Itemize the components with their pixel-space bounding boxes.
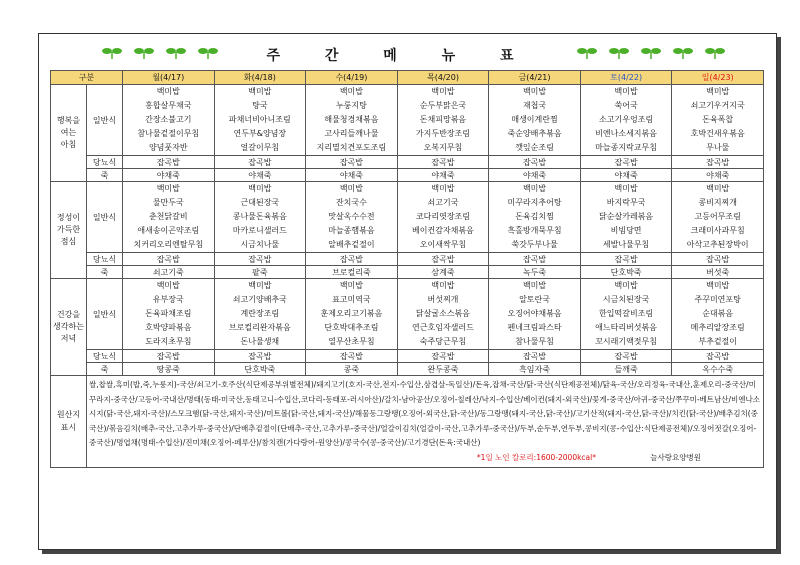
day-menu-cell bbox=[123, 279, 215, 350]
day-header: 금(4/21) bbox=[489, 71, 581, 85]
menu-item: 백미밥 bbox=[706, 281, 730, 290]
menu-item: 콩비지찌개 bbox=[698, 198, 737, 207]
menu-item: 꼬시래기액젓무침 bbox=[595, 337, 657, 346]
menu-item: 재첩국 bbox=[522, 101, 547, 110]
porridge-diet-label: 죽 bbox=[87, 266, 123, 279]
day-menu-cell bbox=[123, 85, 215, 156]
menu-item: 돈나물생채 bbox=[240, 337, 280, 346]
menu-item: 고사리들깨나물 bbox=[324, 129, 379, 138]
diabetic-menu-item: 잡곡밥 bbox=[306, 156, 398, 169]
menu-item: 연근호임자샐러드 bbox=[412, 323, 474, 332]
meal-porridge-row bbox=[51, 363, 764, 376]
menu-item: 양념풋자반 bbox=[148, 143, 188, 152]
menu-item: 죽순양배추볶음 bbox=[507, 129, 562, 138]
menu-item: 백미밥 bbox=[156, 184, 180, 193]
day-menu-cell bbox=[397, 279, 489, 350]
diabetic-menu-item: 잡곡밥 bbox=[580, 253, 672, 266]
porridge-menu-item: 단호박죽 bbox=[214, 363, 306, 376]
menu-item: 펜네크림파스타 bbox=[507, 323, 562, 332]
meal-name: 정성이 가득한 점심 bbox=[51, 182, 87, 279]
menu-item: 쇠고기국 bbox=[427, 198, 459, 207]
menu-item: 백미밥 bbox=[339, 184, 363, 193]
porridge-menu-item: 브로컬리죽 bbox=[306, 266, 398, 279]
menu-item: 백미밥 bbox=[614, 281, 638, 290]
diabetic-menu-item: 잡곡밥 bbox=[489, 253, 581, 266]
day-header: 월(4/17) bbox=[123, 71, 215, 85]
menu-item: 백미밥 bbox=[248, 184, 272, 193]
day-menu-cell bbox=[489, 182, 581, 253]
meal-general-row bbox=[51, 85, 764, 156]
porridge-menu-item: 녹두죽 bbox=[489, 266, 581, 279]
porridge-menu-item: 야채죽 bbox=[397, 169, 489, 182]
porridge-menu-item: 옥수수죽 bbox=[672, 363, 764, 376]
menu-item: 쑥어국 bbox=[614, 101, 638, 110]
menu-item: 비엔나소세지볶음 bbox=[595, 129, 657, 138]
diabetic-diet-label: 당뇨식 bbox=[87, 253, 123, 266]
meal-diabetic-row bbox=[51, 156, 764, 169]
menu-item: 호박양파볶음 bbox=[145, 323, 192, 332]
menu-item: 깻잎순조림 bbox=[515, 143, 554, 152]
day-header: 목(4/20) bbox=[397, 71, 489, 85]
menu-item: 알토란국 bbox=[519, 295, 550, 304]
day-menu-cell bbox=[672, 279, 764, 350]
diabetic-menu-item: 잡곡밥 bbox=[214, 156, 306, 169]
menu-item: 콩나물돈육볶음 bbox=[232, 212, 287, 221]
menu-item: 애새송이곤약조림 bbox=[137, 226, 200, 235]
menu-item: 유부장국 bbox=[152, 295, 184, 304]
menu-item: 돈육김치찜 bbox=[515, 212, 554, 221]
day-header-sunday: 일(4/23) bbox=[672, 71, 764, 85]
meal-porridge-row bbox=[51, 266, 764, 279]
weekly-menu-table bbox=[50, 70, 764, 468]
menu-item: 백미밥 bbox=[522, 87, 547, 96]
menu-item: 물만두국 bbox=[152, 198, 184, 207]
menu-item: 소고기우엉조림 bbox=[599, 115, 654, 124]
day-menu-cell bbox=[397, 85, 489, 156]
menu-item: 잔치국수 bbox=[335, 198, 367, 207]
meal-name: 행복을 여는 아침 bbox=[51, 85, 87, 182]
menu-item: 맛살옥수수전 bbox=[328, 212, 375, 221]
menu-item: 지리멸치견포도조림 bbox=[316, 143, 387, 152]
menu-item: 백미밥 bbox=[339, 281, 363, 290]
menu-item: 돈채피망볶음 bbox=[419, 115, 467, 124]
menu-item: 브로컬리완자볶음 bbox=[228, 323, 291, 332]
diabetic-menu-item: 잡곡밥 bbox=[306, 350, 398, 363]
porridge-menu-item: 단호박죽 bbox=[580, 266, 672, 279]
menu-item: 백미밥 bbox=[248, 281, 272, 290]
porridge-menu-item: 야채죽 bbox=[672, 169, 764, 182]
diabetic-menu-item: 잡곡밥 bbox=[397, 350, 489, 363]
menu-item: 세발나물무침 bbox=[602, 240, 650, 249]
diabetic-menu-item: 잡곡밥 bbox=[489, 350, 581, 363]
menu-item: 코다리엿장조림 bbox=[415, 212, 471, 221]
origin-info bbox=[87, 376, 764, 468]
diabetic-menu-item: 잡곡밥 bbox=[306, 253, 398, 266]
day-menu-cell bbox=[489, 279, 581, 350]
porridge-menu-item: 흑임자죽 bbox=[489, 363, 581, 376]
menu-item: 백미밥 bbox=[156, 281, 180, 290]
day-menu-cell bbox=[397, 182, 489, 253]
menu-item: 백미밥 bbox=[431, 87, 455, 96]
menu-item: 무나물 bbox=[706, 143, 730, 152]
menu-item: 애느타리버섯볶음 bbox=[595, 323, 657, 332]
porridge-menu-item: 야채죽 bbox=[580, 169, 672, 182]
menu-item: 백미밥 bbox=[706, 87, 730, 96]
diabetic-menu-item: 잡곡밥 bbox=[214, 350, 306, 363]
menu-item: 베이컨감자채볶음 bbox=[412, 226, 474, 235]
menu-item: 근대된장국 bbox=[240, 198, 280, 207]
meal-porridge-row bbox=[51, 169, 764, 182]
header-row bbox=[51, 71, 764, 85]
porridge-menu-item: 팥죽 bbox=[214, 266, 306, 279]
diabetic-diet-label: 당뇨식 bbox=[87, 156, 123, 169]
menu-item: 닭순살카레볶음 bbox=[599, 212, 654, 221]
meal-name: 건강을 생각하는 저녁 bbox=[51, 279, 87, 376]
porridge-menu-item: 버섯죽 bbox=[672, 266, 764, 279]
porridge-menu-item: 야채죽 bbox=[123, 169, 215, 182]
meal-diabetic-row bbox=[51, 350, 764, 363]
menu-item: 얼갈이무침 bbox=[240, 143, 280, 152]
porridge-menu-item: 들깨죽 bbox=[580, 363, 672, 376]
diabetic-menu-item: 잡곡밥 bbox=[672, 350, 764, 363]
menu-item: 숙주당근무침 bbox=[419, 337, 467, 346]
day-menu-cell bbox=[580, 182, 672, 253]
meal-general-row bbox=[51, 279, 764, 350]
menu-item: 돈육폭찹 bbox=[702, 115, 734, 124]
porridge-menu-item: 땅콩죽 bbox=[123, 363, 215, 376]
menu-item: 파채너비아니조림 bbox=[228, 115, 291, 124]
porridge-menu-item: 완두콩죽 bbox=[397, 363, 489, 376]
menu-item: 백미밥 bbox=[431, 184, 455, 193]
menu-item: 백미밥 bbox=[522, 184, 547, 193]
porridge-menu-item: 쇠고기죽 bbox=[123, 266, 215, 279]
day-menu-cell bbox=[489, 85, 581, 156]
menu-item: 버섯찌개 bbox=[427, 295, 459, 304]
day-header: 수(4/19) bbox=[306, 71, 398, 85]
menu-item: 춘천닭갈비 bbox=[148, 212, 188, 221]
diabetic-menu-item: 잡곡밥 bbox=[489, 156, 581, 169]
day-menu-cell bbox=[214, 182, 306, 253]
menu-item: 마늘종햄볶음 bbox=[328, 226, 375, 235]
menu-item: 참나물겉절이무침 bbox=[137, 129, 200, 138]
menu-item: 바지락무국 bbox=[606, 198, 646, 207]
meal-general-row bbox=[51, 182, 764, 253]
menu-item: 메추리알장조림 bbox=[690, 323, 745, 332]
hospital-name: 늘사랑요양병원 bbox=[650, 452, 701, 462]
porridge-menu-item: 야채죽 bbox=[214, 169, 306, 182]
diabetic-menu-item: 잡곡밥 bbox=[123, 350, 215, 363]
general-diet-label: 일반식 bbox=[87, 279, 123, 350]
menu-item: 치커리오리엔탈무침 bbox=[133, 240, 204, 249]
diabetic-menu-item: 잡곡밥 bbox=[397, 253, 489, 266]
menu-item: 탕국 bbox=[252, 101, 268, 110]
menu-item: 돈육파채조림 bbox=[145, 309, 192, 318]
menu-item: 백미밥 bbox=[706, 184, 730, 193]
origin-row bbox=[51, 376, 764, 468]
category-header: 구분 bbox=[51, 71, 123, 85]
menu-item: 마카로니샐러드 bbox=[232, 226, 287, 235]
menu-item: 알배추겉절이 bbox=[328, 240, 375, 249]
menu-item: 시금치된장국 bbox=[602, 295, 650, 304]
menu-item: 시금치나물 bbox=[240, 240, 280, 249]
diabetic-menu-item: 잡곡밥 bbox=[580, 156, 672, 169]
menu-item: 훈제오리고기볶음 bbox=[320, 309, 383, 318]
day-menu-cell bbox=[123, 182, 215, 253]
day-menu-cell bbox=[672, 182, 764, 253]
meal-diabetic-row bbox=[51, 253, 764, 266]
menu-item: 해물청경채볶음 bbox=[324, 115, 379, 124]
day-menu-cell bbox=[672, 85, 764, 156]
menu-item: 아삭고추된장박이 bbox=[686, 240, 749, 249]
porridge-menu-item: 콩죽 bbox=[306, 363, 398, 376]
menu-item: 매생이계란찜 bbox=[511, 115, 558, 124]
menu-item: 미꾸라지추어탕 bbox=[507, 198, 562, 207]
menu-item: 가지두반장조림 bbox=[415, 129, 471, 138]
porridge-menu-item: 삼계죽 bbox=[397, 266, 489, 279]
menu-item: 단호박대추조림 bbox=[324, 323, 379, 332]
general-diet-label: 일반식 bbox=[87, 182, 123, 253]
diabetic-menu-item: 잡곡밥 bbox=[672, 253, 764, 266]
day-header: 화(4/18) bbox=[214, 71, 306, 85]
menu-item: 백미밥 bbox=[339, 87, 363, 96]
day-menu-cell bbox=[306, 182, 398, 253]
menu-item: 오이새싹무침 bbox=[419, 240, 467, 249]
menu-item: 오징어야채볶음 bbox=[507, 309, 562, 318]
menu-item: 백미밥 bbox=[248, 87, 272, 96]
diabetic-menu-item: 잡곡밥 bbox=[123, 253, 215, 266]
menu-item: 한입떡갈비조림 bbox=[599, 309, 654, 318]
diabetic-menu-item: 잡곡밥 bbox=[123, 156, 215, 169]
porridge-menu-item: 야채죽 bbox=[489, 169, 581, 182]
menu-item: 참나물무침 bbox=[515, 337, 554, 346]
diabetic-menu-item: 잡곡밥 bbox=[580, 350, 672, 363]
menu-item: 간장소불고기 bbox=[145, 115, 192, 124]
menu-item: 백미밥 bbox=[156, 87, 180, 96]
day-menu-cell bbox=[306, 85, 398, 156]
menu-item: 표고미역국 bbox=[332, 295, 371, 304]
menu-item: 쑥갓두부나물 bbox=[511, 240, 558, 249]
general-diet-label: 일반식 bbox=[87, 85, 123, 156]
menu-item: 순대볶음 bbox=[702, 309, 734, 318]
menu-item: 계란장조림 bbox=[240, 309, 280, 318]
menu-item: 누룽지탕 bbox=[335, 101, 367, 110]
menu-item: 백미밥 bbox=[614, 184, 638, 193]
menu-item: 백미밥 bbox=[614, 87, 638, 96]
menu-item: 흑홀방개묵무침 bbox=[507, 226, 562, 235]
day-menu-cell bbox=[214, 279, 306, 350]
diabetic-diet-label: 당뇨식 bbox=[87, 350, 123, 363]
day-menu-cell bbox=[580, 279, 672, 350]
menu-item: 호박건새우볶음 bbox=[690, 129, 745, 138]
menu-item: 순두부맑은국 bbox=[419, 101, 467, 110]
origin-text: 쌀,찹쌀,흑미(밥,죽,누룽지)-국산/쇠고기-호주산(식단제공부위별전체)/돼지고기(호지-국산,전지-수입산,삼겹살-독일산)/돈육,잡채-국산/닭-국산(식단제공전체)/닭육-국산/오리정육-국내산,훈제오리-중국산/미꾸라지-중국산/고등어-국내산/명태(동태-미국산,동태고니-수입산,코다리-동태포-러시아산)/갈치-남아공산/오징어-칠레산/낙지-수입산/베이컨(돼지-외국산)/꽃게-중국산/아귀-중국산/쭈꾸미-베트남산/비엔나소시지(닭-국산,돼지-국산)/스모크햄(닭-국산,돼지-국산)/미트볼(닭-국산,돼지-국산)/해물동그랑땡(오징어-외국산,닭-국산)/동그랑땡(돼지-국산,닭-국산)/고기산적(돼지-국산,닭-국산)/치킨(닭-국산)/배추김치(중국산)/볶음김치(배추-국산,고추가루-중국산)/단배추겉절이(단배추-국산,고추가루-중국산)/얼갈이김치(얼갈이-국산,고추가루-중국산)/두부,순두부,연두부,콩비지(콩-수입산:식단제공전체)/오징어젓갈(오징어-중국산)/명엽채(명태-수입산)/진미채(오징어-페루산)/참치캔(가다랑어-원양산)/콩국수(콩-중국산)/고기경단(돈육:국내산) bbox=[89, 380, 761, 447]
day-menu-cell bbox=[306, 279, 398, 350]
page-title: 주 간 메 뉴 표 bbox=[266, 48, 534, 64]
day-menu-cell bbox=[580, 85, 672, 156]
menu-item: 오복지무침 bbox=[423, 143, 463, 152]
porridge-diet-label: 죽 bbox=[87, 169, 123, 182]
menu-item: 쇠고기우거지국 bbox=[690, 101, 745, 110]
menu-item: 홍합살무채국 bbox=[145, 101, 192, 110]
diabetic-menu-item: 잡곡밥 bbox=[397, 156, 489, 169]
menu-item: 닭살굴소스볶음 bbox=[415, 309, 471, 318]
menu-item: 쇠고기양배추국 bbox=[232, 295, 287, 304]
porridge-diet-label: 죽 bbox=[87, 363, 123, 376]
day-header-saturday: 토(4/22) bbox=[580, 71, 672, 85]
day-menu-cell bbox=[214, 85, 306, 156]
menu-item: 부추겉절이 bbox=[698, 337, 737, 346]
menu-item: 크래미사과무침 bbox=[690, 226, 745, 235]
menu-item: 연두부&양념장 bbox=[233, 129, 287, 138]
menu-item: 고등어무조림 bbox=[694, 212, 741, 221]
calorie-note: *1일 노인 칼로리:1600-2000kcal* bbox=[476, 452, 596, 462]
menu-item: 비빔당면 bbox=[610, 226, 642, 235]
menu-item: 마늘종지락교무침 bbox=[595, 143, 657, 152]
menu-item: 열무산초무침 bbox=[328, 337, 375, 346]
diabetic-menu-item: 잡곡밥 bbox=[214, 253, 306, 266]
diabetic-menu-item: 잡곡밥 bbox=[672, 156, 764, 169]
origin-label: 원산지 표시 bbox=[51, 376, 87, 468]
menu-item: 주꾸미연포탕 bbox=[694, 295, 741, 304]
porridge-menu-item: 야채죽 bbox=[306, 169, 398, 182]
menu-item: 도라지초무침 bbox=[145, 337, 192, 346]
menu-item: 백미밥 bbox=[522, 281, 547, 290]
menu-item: 백미밥 bbox=[431, 281, 455, 290]
